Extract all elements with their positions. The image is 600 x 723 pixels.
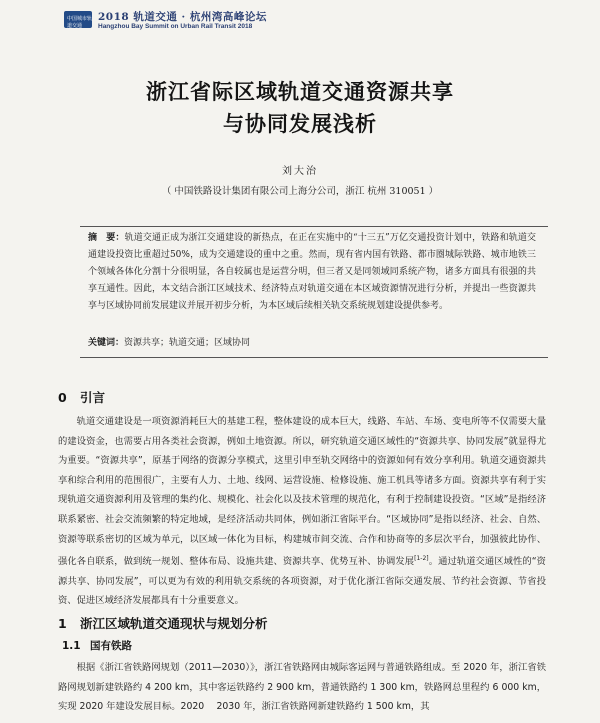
section-heading-1 — [58, 614, 268, 632]
section-title: 引言 — [80, 390, 106, 405]
keywords-label: 关键词： — [88, 338, 125, 348]
intro-text: 轨道交通建设是一项资源消耗巨大的基建工程，整体建设的成本巨大，线路、车站、车场、变电所等不仅需要大量的建设资金，也需要占用各类社会资源，例如土地资源。所以，研究轨道交通区域性的“资源共享、协同发展”就显得尤为重要。“资源共享”，原基于网络的资源分享模式，这里引申至轨交网络中的资源如何有效分享利用。轨道交通资源共享和综合利用的范围很广，主要有人力、土地、线网、运营设施、检修设施、施工机具等诸多方面。资源共享有利于实现轨道交通资源利用及管理的集约化、规模化、社会化以及技术管理的规范化，有利于控制建设投资。“区域”是指经济联系紧密、社会交流频繁的特定地域，是经济活动共同体，例如浙江省际平台。“区域协同”是指以经济、社会、自然、资源等联系密切的区域为单元，以区域一体化为目标，构建城市间交流、合作和协商等的多层次平台，加强彼此协作、强化各自联系，做到统一规划、整体布局、设施共建、资源共享、优势互补、协调发展 — [58, 416, 546, 568]
affiliation: （ 中国铁路设计集团有限公司上海分公司，浙江 杭州 310051 ） — [161, 186, 439, 197]
logo-text: 中国城市轨道交通 — [67, 16, 93, 29]
intro-paragraph — [58, 412, 546, 611]
conference-title-cn: 2018 轨道交通 · 杭州湾高峰论坛 — [98, 11, 267, 23]
keywords-text: 资源共享；轨道交通；区域协同 — [124, 338, 251, 348]
author: 刘大治 — [282, 166, 318, 177]
section-number: 1 — [58, 616, 67, 631]
section-title: 浙江区域轨道交通现状与规划分析 — [80, 616, 268, 631]
conference-header — [64, 9, 364, 35]
intro-citation: [1-2] — [414, 555, 429, 563]
abstract-bottom-rule — [80, 357, 548, 358]
rail-body — [58, 658, 546, 717]
subsection-number: 1.1 — [62, 640, 81, 652]
subsection-title: 国有铁路 — [90, 640, 132, 652]
abstract — [88, 230, 536, 315]
rail-paragraph: 根据《浙江省铁路网规划（2011—2030）》，浙江省铁路网由城际客运网与普通铁路组成。至 2020 年，浙江省铁路网规划新建铁路约 4 200 km，其中客运铁路约 2 900 km，普通铁路约 1 300 km，铁路网总里程约 6 000 km，实现 2020 年建设发展目标。2020 2030 年，浙江省铁路网新建铁路约 1 500 km，其 — [58, 662, 546, 713]
section-number: 0 — [58, 390, 67, 405]
conference-title-en: Hangzhou Bay Summit on Urban Rail Transit 2018 — [98, 23, 253, 30]
paper-title-line2: 与协同发展浅析 — [223, 112, 377, 136]
intro-text-cont: 。通过轨道交通区域性的“资源共享、协同发展”，可以更为有效的利用轨交系统的各项资源，对于优化浙江省际交通发展、节约社会资源、节省投资、促进区域经济发展都具有十分重要意义。 — [58, 556, 546, 607]
conference-logo — [64, 11, 92, 28]
abstract-text: 轨道交通正成为浙江交通建设的新热点，在正在实施中的“十三五”万亿交通投资计划中，铁路和轨道交通建设投资比重超过50%，成为交通建设的重中之重。然而，现有省内国有铁路、都市圈城际铁路、城市地铁三个领域各体化分割十分很明显，各自较属也是运营分明，但三者又是同领域同系统产物，诸多方面具有很强的共享互通性。因此，本文结合浙江区域技术、经济特点对轨道交通在本区域资源情况进行分析，并提出一些资源共享与区域协同前发展建议并展开初步分析，为本区域后续相关轨交系统规划建设提供参考。 — [88, 233, 536, 311]
subsection-heading-1-1 — [62, 638, 132, 653]
section-heading-intro — [58, 388, 105, 406]
paper-title-line1: 浙江省际区域轨道交通资源共享 — [146, 80, 454, 104]
intro-body — [58, 412, 546, 611]
abstract-top-rule — [80, 226, 548, 227]
abstract-label: 摘 要： — [88, 233, 125, 243]
keywords — [88, 335, 536, 348]
